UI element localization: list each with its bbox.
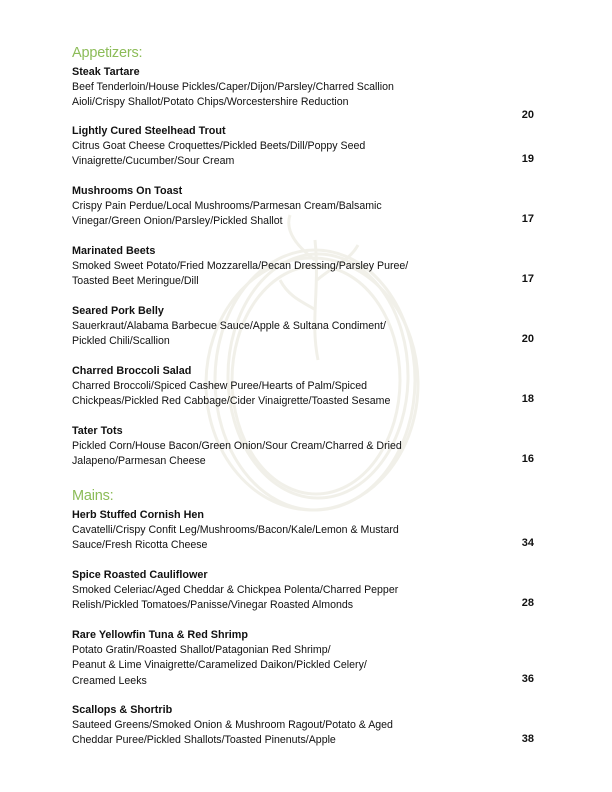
item-desc-line: Sauteed Greens/Smoked Onion & Mushroom Ragout/Potato & Aged <box>72 719 393 731</box>
item-desc-line: Aioli/Crispy Shallot/Potato Chips/Worcestershire Reduction <box>72 96 349 109</box>
item-desc-line: Cavatelli/Crispy Confit Leg/Mushrooms/Bacon/Kale/Lemon & Mustard <box>72 524 399 536</box>
item-name: Lightly Cured Steelhead Trout <box>72 125 226 137</box>
item-desc-line: Vinaigrette/Cucumber/Sour Cream <box>72 155 235 168</box>
menu-item <box>72 424 534 470</box>
menu-item <box>72 364 534 410</box>
item-desc-line: Peanut & Lime Vinaigrette/Caramelized Daikon/Pickled Celery/ <box>72 659 367 672</box>
item-price: 20 <box>521 333 534 345</box>
item-name: Rare Yellowfin Tuna & Red Shrimp <box>72 629 248 641</box>
item-name: Charred Broccoli Salad <box>72 365 192 377</box>
item-name: Herb Stuffed Cornish Hen <box>72 509 204 521</box>
item-desc-line: Creamed Leeks <box>72 674 147 687</box>
section-title-mains: Mains: <box>72 488 114 504</box>
item-desc-line: Relish/Pickled Tomatoes/Panisse/Vinegar Roasted Almonds <box>72 599 354 612</box>
item-name: Steak Tartare <box>72 66 140 78</box>
menu-item <box>72 508 534 554</box>
item-desc-line: Sauerkraut/Alabama Barbecue Sauce/Apple & Sultana Condiment/ <box>72 320 386 332</box>
item-name: Tater Tots <box>72 425 123 437</box>
item-desc-line: Crispy Pain Perdue/Local Mushrooms/Parmesan Cream/Balsamic <box>72 200 382 212</box>
item-price: 20 <box>521 109 534 121</box>
item-desc-line: Potato Gratin/Roasted Shallot/Patagonian Red Shrimp/ <box>72 644 331 656</box>
item-desc-line: Pickled Chili/Scallion <box>72 335 170 348</box>
item-price: 17 <box>521 213 534 225</box>
item-price: 17 <box>521 273 534 285</box>
item-desc-line: Cheddar Puree/Pickled Shallots/Toasted Pinenuts/Apple <box>72 734 336 747</box>
item-desc-line: Beef Tenderloin/House Pickles/Caper/Dijon/Parsley/Charred Scallion <box>72 81 394 93</box>
item-name: Scallops & Shortrib <box>72 704 173 716</box>
item-desc-line: Charred Broccoli/Spiced Cashew Puree/Hearts of Palm/Spiced <box>72 380 367 392</box>
menu-item <box>72 65 534 121</box>
item-desc-line: Smoked Celeriac/Aged Cheddar & Chickpea Polenta/Charred Pepper <box>72 584 399 596</box>
item-desc-line: Chickpeas/Pickled Red Cabbage/Cider Vinaigrette/Toasted Sesame <box>72 395 391 408</box>
item-name: Marinated Beets <box>72 245 156 257</box>
item-price: 19 <box>521 153 534 165</box>
menu-item <box>72 304 534 350</box>
item-price: 28 <box>521 597 534 609</box>
menu-item <box>72 628 534 689</box>
menu-item <box>72 703 534 749</box>
item-price: 34 <box>521 537 534 549</box>
item-price: 36 <box>521 673 534 685</box>
item-desc-line: Sauce/Fresh Ricotta Cheese <box>72 539 208 552</box>
item-name: Spice Roasted Cauliflower <box>72 569 208 581</box>
menu-item <box>72 184 534 230</box>
item-desc-line: Citrus Goat Cheese Croquettes/Pickled Beets/Dill/Poppy Seed <box>72 140 366 152</box>
item-desc-line: Vinegar/Green Onion/Parsley/Pickled Shallot <box>72 215 283 228</box>
item-desc-line: Pickled Corn/House Bacon/Green Onion/Sour Cream/Charred & Dried <box>72 440 402 452</box>
section-title-appetizers: Appetizers: <box>72 45 143 61</box>
menu-item <box>72 568 534 614</box>
item-name: Mushrooms On Toast <box>72 185 183 197</box>
menu-item <box>72 244 534 290</box>
item-desc-line: Toasted Beet Meringue/Dill <box>72 275 199 288</box>
item-price: 18 <box>521 393 534 405</box>
item-price: 16 <box>521 453 534 465</box>
item-price: 38 <box>521 733 534 745</box>
menu-item <box>72 124 534 170</box>
item-desc-line: Smoked Sweet Potato/Fried Mozzarella/Pecan Dressing/Parsley Puree/ <box>72 260 409 272</box>
item-name: Seared Pork Belly <box>72 305 164 317</box>
item-desc-line: Jalapeno/Parmesan Cheese <box>72 455 206 468</box>
